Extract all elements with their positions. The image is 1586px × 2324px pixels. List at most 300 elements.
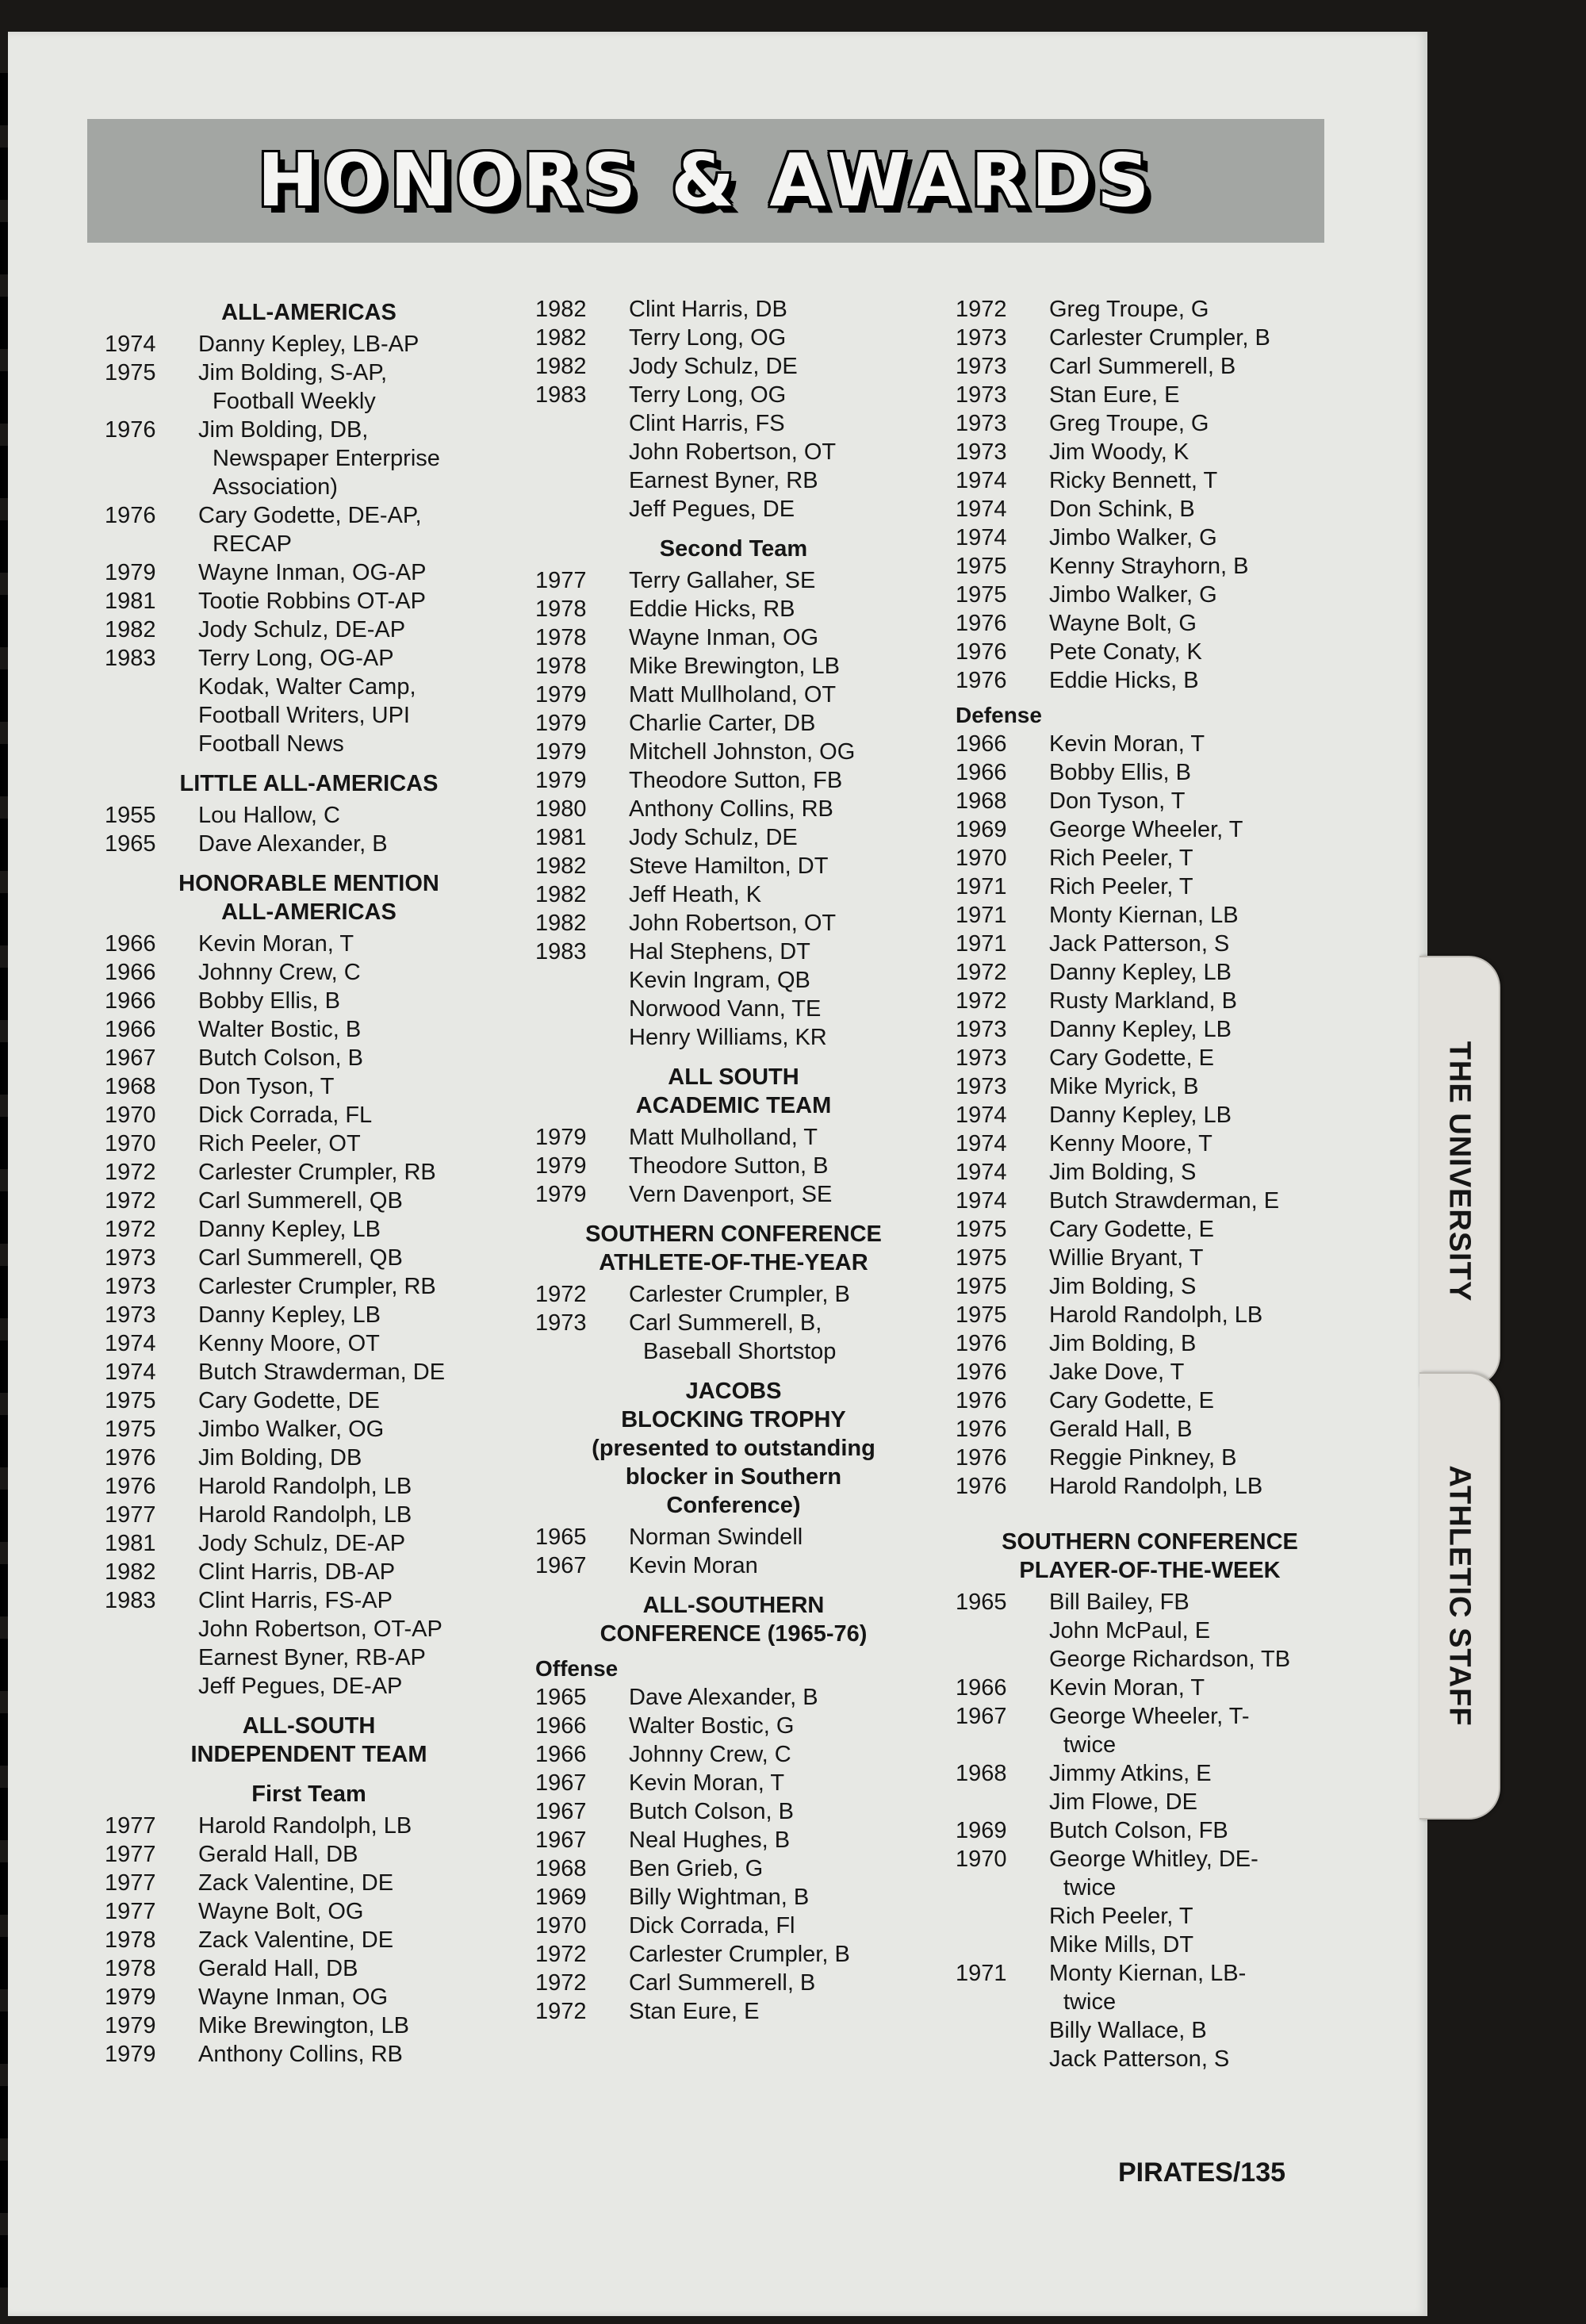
list-item (956, 844, 1344, 872)
section-title: Conference) (666, 1493, 801, 1518)
entry-year: 1976 (956, 1388, 1007, 1413)
entry-year: 1965 (105, 831, 156, 857)
entry-year: 1978 (105, 1956, 156, 1981)
entry-year: 1971 (956, 931, 1007, 957)
list-item (956, 1044, 1344, 1072)
section-title: PLAYER-OF-THE-WEEK (1019, 1558, 1281, 1583)
entry-name: Billy Wightman, B (629, 1885, 810, 1910)
list-item (956, 787, 1344, 815)
section-title: JACOBS (685, 1379, 782, 1404)
list-item (956, 1902, 1344, 1931)
entry-year: 1975 (956, 554, 1007, 579)
entry-name: Danny Kepley, LB-AP (198, 332, 419, 357)
list-item (535, 738, 932, 766)
list-item (956, 730, 1344, 758)
entry-name: Bobby Ellis, B (1049, 760, 1191, 785)
entry-name: Dave Alexander, B (629, 1685, 818, 1710)
entry-year: 1970 (956, 1847, 1007, 1872)
entry-name: Football Weekly (213, 389, 376, 414)
entry-year (956, 2045, 1049, 2073)
entry-name: Don Tyson, T (1049, 788, 1186, 814)
entry-name: Jeff Heath, K (629, 882, 762, 907)
list-item (535, 409, 932, 438)
entry-year (956, 1645, 1049, 1674)
entry-name: Neal Hughes, B (629, 1827, 791, 1853)
entry-year: 1972 (956, 988, 1007, 1014)
section-title: ALL-AMERICAS (221, 300, 396, 325)
entry-name: Carl Summerell, QB (198, 1245, 403, 1271)
entry-year: 1976 (956, 1474, 1007, 1499)
column-1 (105, 295, 513, 2069)
entry-name: Earnest Byner, RB (629, 468, 818, 493)
section-title: ATHLETE-OF-THE-YEAR (599, 1250, 868, 1275)
list-item (956, 638, 1344, 666)
entry-name: Eddie Hicks, RB (629, 596, 795, 622)
entry-year: 1969 (956, 817, 1007, 842)
list-item (956, 1616, 1344, 1645)
little-all-americas-list (105, 801, 513, 858)
entry-year: 1982 (535, 297, 587, 322)
entry-year (535, 1337, 629, 1366)
list-item (105, 473, 513, 501)
defense-label: Defense (956, 703, 1042, 727)
entry-year: 1976 (105, 417, 156, 443)
entry-year: 1976 (956, 1331, 1007, 1356)
entry-year: 1969 (535, 1885, 587, 1910)
entry-name: Carl Summerell, B (629, 1970, 816, 1996)
list-item (105, 616, 513, 644)
entry-name: Carl Summerell, B (1049, 354, 1236, 379)
entry-year: 1971 (956, 903, 1007, 928)
entry-year (535, 966, 629, 995)
list-item (535, 324, 932, 352)
page-title: HONORS & AWARDS (257, 138, 1155, 223)
index-tabs (1419, 32, 1586, 2316)
subsection-title: Second Team (659, 536, 808, 562)
entry-name: Greg Troupe, G (1049, 297, 1209, 322)
entry-name: Wayne Inman, OG-AP (198, 560, 427, 585)
tab-athletic-staff[interactable] (1419, 1372, 1500, 1820)
list-item (956, 1301, 1344, 1329)
entry-year: 1973 (105, 1302, 156, 1328)
list-item (105, 1643, 513, 1672)
academic-team-list (535, 1123, 932, 1209)
entry-year: 1970 (956, 846, 1007, 871)
list-item (956, 552, 1344, 581)
entry-name: Jim Bolding, B (1049, 1331, 1197, 1356)
list-item (956, 1329, 1344, 1358)
list-item (956, 1588, 1344, 1616)
entry-name: Walter Bostic, B (198, 1017, 362, 1042)
list-item (535, 1740, 932, 1769)
entry-name: RECAP (213, 531, 292, 557)
entry-year: 1965 (535, 1524, 587, 1550)
list-item (956, 324, 1344, 352)
list-item (105, 1501, 513, 1529)
entry-name: Cary Godette, DE (198, 1388, 380, 1413)
entry-name: Theodore Sutton, FB (629, 768, 843, 793)
entry-name: Danny Kepley, LB (1049, 1103, 1232, 1128)
list-item (535, 1712, 932, 1740)
entry-year: 1973 (535, 1310, 587, 1336)
list-item (956, 815, 1344, 844)
entry-year: 1966 (105, 988, 156, 1014)
entry-name: Anthony Collins, RB (198, 2042, 403, 2067)
section-title: INDEPENDENT TEAM (190, 1742, 427, 1767)
entry-year (535, 1023, 629, 1052)
list-item (956, 1873, 1344, 1902)
entry-name: Ricky Bennett, T (1049, 468, 1218, 493)
entry-name: Earnest Byner, RB-AP (198, 1645, 426, 1670)
section-title: ALL-AMERICAS (221, 899, 396, 925)
entry-name: Butch Strawderman, E (1049, 1188, 1280, 1214)
entry-name: Matt Mulholland, T (629, 1125, 818, 1150)
entry-year: 1974 (105, 1331, 156, 1356)
entry-name: Billy Wallace, B (1049, 2018, 1207, 2043)
entry-year: 1965 (956, 1590, 1007, 1615)
entry-name: Jimbo Walker, G (1049, 582, 1217, 608)
list-item (956, 1358, 1344, 1386)
entry-year: 1972 (105, 1217, 156, 1242)
list-item (956, 523, 1344, 552)
entry-year (956, 1988, 1049, 2016)
list-item (956, 987, 1344, 1015)
list-item (956, 1444, 1344, 1472)
entry-name: Clint Harris, DB (629, 297, 787, 322)
entry-name: Wayne Bolt, G (1049, 611, 1197, 636)
list-item (956, 1645, 1344, 1674)
entry-year: 1979 (105, 2013, 156, 2038)
entry-name: Rusty Markland, B (1049, 988, 1237, 1014)
entry-name: Steve Hamilton, DT (629, 853, 829, 879)
list-item (956, 295, 1344, 324)
entry-name: Kevin Ingram, QB (629, 968, 810, 993)
list-item (535, 681, 932, 709)
list-item (105, 2040, 513, 2069)
list-item (956, 1731, 1344, 1759)
entry-name: Jack Patterson, S (1049, 931, 1230, 957)
entry-name: Clint Harris, FS (629, 411, 785, 436)
entry-name: Monty Kiernan, LB (1049, 903, 1239, 928)
list-item (105, 1472, 513, 1501)
entry-name: Wayne Inman, OG (198, 1985, 389, 2010)
entry-year (956, 2016, 1049, 2045)
entry-year: 1975 (956, 1302, 1007, 1328)
entry-year: 1976 (956, 611, 1007, 636)
list-item (956, 758, 1344, 787)
entry-name: Mitchell Johnston, OG (629, 739, 856, 765)
entry-name: Gerald Hall, DB (198, 1842, 358, 1867)
entry-name: Anthony Collins, RB (629, 796, 833, 822)
entry-year: 1972 (535, 1282, 587, 1307)
list-item (535, 1940, 932, 1969)
list-item (535, 466, 932, 495)
entry-year: 1979 (105, 1985, 156, 2010)
player-of-week-list (956, 1588, 1344, 2073)
list-item (956, 1845, 1344, 1873)
entry-year: 1972 (105, 1188, 156, 1214)
entry-year: 1966 (535, 1742, 587, 1767)
list-item (956, 2016, 1344, 2045)
entry-year (105, 387, 198, 416)
list-item (535, 1309, 932, 1337)
list-item (956, 1015, 1344, 1044)
entry-year (535, 995, 629, 1023)
list-item (535, 1854, 932, 1883)
section-title: CONFERENCE (1965-76) (600, 1621, 868, 1647)
entry-name: Charlie Carter, DB (629, 711, 816, 736)
entry-year: 1972 (956, 297, 1007, 322)
entry-name: Carlester Crumpler, B (629, 1942, 850, 1967)
entry-year: 1977 (105, 1813, 156, 1839)
list-item (535, 938, 932, 966)
entry-year: 1969 (956, 1818, 1007, 1843)
all-americas-list (105, 330, 513, 758)
entry-year: 1967 (535, 1770, 587, 1796)
entry-year: 1971 (956, 1961, 1007, 1986)
list-item (956, 1816, 1344, 1845)
entry-year (535, 495, 629, 523)
entry-year (105, 701, 198, 730)
list-item (956, 1072, 1344, 1101)
entry-name: Johnny Crew, C (198, 960, 361, 985)
entry-year: 1976 (956, 1445, 1007, 1471)
entry-year: 1979 (535, 1153, 587, 1179)
entry-year: 1966 (105, 1017, 156, 1042)
entry-name: Cary Godette, DE-AP, (198, 503, 422, 528)
section-title: (presented to outstanding (592, 1436, 875, 1461)
entry-name: Cary Godette, E (1049, 1217, 1214, 1242)
entry-year: 1968 (956, 788, 1007, 814)
list-item (105, 1386, 513, 1415)
list-item (105, 359, 513, 387)
list-item (535, 623, 932, 652)
list-item (105, 1358, 513, 1386)
entry-year: 1974 (105, 1360, 156, 1385)
entry-name: Rich Peeler, T (1049, 874, 1193, 899)
list-item (105, 958, 513, 987)
list-item (105, 1926, 513, 1954)
entry-year: 1977 (105, 1899, 156, 1924)
list-item (535, 352, 932, 381)
entry-name: Jack Patterson, S (1049, 2046, 1230, 2072)
list-item (105, 530, 513, 558)
section-title: HONORABLE MENTION (178, 871, 439, 896)
entry-year: 1967 (535, 1799, 587, 1824)
entry-name: Danny Kepley, LB (1049, 1017, 1232, 1042)
entry-year: 1971 (956, 874, 1007, 899)
list-item (105, 1897, 513, 1926)
list-item (535, 1797, 932, 1826)
entry-year: 1976 (956, 668, 1007, 693)
entry-year: 1975 (956, 1274, 1007, 1299)
entry-name: Gerald Hall, DB (198, 1956, 358, 1981)
entry-year: 1974 (105, 332, 156, 357)
list-item (105, 1983, 513, 2011)
list-item (956, 1702, 1344, 1731)
section-title: ALL SOUTH (668, 1064, 799, 1090)
entry-name: Eddie Hicks, B (1049, 668, 1199, 693)
entry-year (105, 1643, 198, 1672)
list-item (956, 930, 1344, 958)
entry-name: Danny Kepley, LB (198, 1217, 381, 1242)
entry-year: 1978 (105, 1927, 156, 1953)
entry-name: George Whitley, DE- (1049, 1847, 1258, 1872)
list-item (105, 1558, 513, 1586)
entry-year: 1976 (956, 1417, 1007, 1442)
subsection-title: First Team (251, 1781, 366, 1807)
entry-year: 1974 (956, 1131, 1007, 1156)
list-item (956, 1415, 1344, 1444)
list-item (105, 830, 513, 858)
entry-year: 1983 (535, 939, 587, 964)
entry-name: Jake Dove, T (1049, 1360, 1185, 1385)
list-item (105, 1954, 513, 1983)
entry-year: 1974 (956, 1188, 1007, 1214)
entry-name: Danny Kepley, LB (1049, 960, 1232, 985)
entry-year (535, 438, 629, 466)
entry-name: Wayne Bolt, OG (198, 1899, 364, 1924)
entry-year: 1972 (105, 1160, 156, 1185)
entry-name: Football Writers, UPI (198, 703, 410, 728)
entry-name: Norman Swindell (629, 1524, 803, 1550)
list-item (105, 1101, 513, 1129)
column-3 (956, 295, 1344, 2073)
entry-year: 1981 (535, 825, 587, 850)
entry-name: George Wheeler, T- (1049, 1704, 1250, 1729)
entry-year: 1979 (535, 1182, 587, 1207)
list-item (535, 880, 932, 909)
section-title: SOUTHERN CONFERENCE (585, 1221, 882, 1247)
entry-year (535, 409, 629, 438)
entry-year: 1974 (956, 1160, 1007, 1185)
entry-year: 1975 (105, 1388, 156, 1413)
entry-year (956, 1616, 1049, 1645)
list-item (956, 466, 1344, 495)
list-item (105, 1244, 513, 1272)
entry-year: 1972 (535, 1942, 587, 1967)
entry-year: 1973 (956, 1017, 1007, 1042)
entry-year: 1973 (105, 1274, 156, 1299)
list-item (956, 1101, 1344, 1129)
list-item (535, 595, 932, 623)
list-item (535, 823, 932, 852)
entry-name: Terry Long, OG-AP (198, 646, 394, 671)
entry-name: Zack Valentine, DE (198, 1927, 394, 1953)
entry-name: Wayne Inman, OG (629, 625, 819, 650)
section-title: blocker in Southern (625, 1464, 842, 1490)
entry-year: 1974 (956, 468, 1007, 493)
entry-year: 1973 (956, 1045, 1007, 1071)
entry-name: Norwood Vann, TE (629, 996, 822, 1022)
list-item (535, 381, 932, 409)
entry-name: Kenny Moore, T (1049, 1131, 1212, 1156)
entry-name: Cary Godette, E (1049, 1388, 1214, 1413)
entry-year (105, 530, 198, 558)
list-item (105, 1329, 513, 1358)
entry-year: 1973 (956, 325, 1007, 351)
list-item (105, 801, 513, 830)
entry-name: John McPaul, E (1049, 1618, 1211, 1643)
list-item (105, 1840, 513, 1869)
section-title: SOUTHERN CONFERENCE (1002, 1529, 1298, 1555)
list-item (535, 566, 932, 595)
entry-name: Kevin Moran, T (629, 1770, 785, 1796)
list-item (535, 852, 932, 880)
entry-name: Harold Randolph, LB (198, 1502, 412, 1528)
entry-name: Football News (198, 731, 344, 757)
entry-year: 1975 (956, 582, 1007, 608)
entry-name: Harold Randolph, LB (198, 1813, 412, 1839)
entry-year (956, 1731, 1049, 1759)
entry-year (105, 730, 198, 758)
list-item (535, 709, 932, 738)
entry-year (105, 444, 198, 473)
entry-year: 1983 (105, 1588, 156, 1613)
list-item (105, 1869, 513, 1897)
entry-year: 1982 (535, 882, 587, 907)
list-item (956, 958, 1344, 987)
entry-name: Mike Myrick, B (1049, 1074, 1199, 1099)
entry-name: Kenny Strayhorn, B (1049, 554, 1249, 579)
entry-year: 1966 (956, 760, 1007, 785)
list-item (535, 1123, 932, 1152)
entry-year: 1983 (105, 646, 156, 671)
list-item (535, 1337, 932, 1366)
entry-year: 1974 (956, 1103, 1007, 1128)
entry-name: Jimmy Atkins, E (1049, 1761, 1212, 1786)
entry-year: 1977 (105, 1842, 156, 1867)
list-item (105, 1586, 513, 1615)
entry-name: Theodore Sutton, B (629, 1153, 829, 1179)
entry-name: Stan Eure, E (629, 1999, 760, 2024)
list-item (105, 1301, 513, 1329)
entry-name: Jeff Pegues, DE (629, 497, 795, 522)
list-item (956, 1129, 1344, 1158)
entry-year: 1966 (105, 960, 156, 985)
entry-name: Kevin Moran, T (1049, 731, 1205, 757)
page-number: PIRATES/135 (1118, 2157, 1286, 2188)
list-item (956, 409, 1344, 438)
entry-name: Butch Colson, B (629, 1799, 794, 1824)
entry-name: Carl Summerell, QB (198, 1188, 403, 1214)
entry-year: 1970 (105, 1131, 156, 1156)
entry-name: twice (1063, 1875, 1117, 1900)
tab-the-university[interactable] (1419, 956, 1500, 1387)
list-item (535, 295, 932, 324)
entry-name: Jim Bolding, DB, (198, 417, 369, 443)
jacobs-trophy-list (535, 1523, 932, 1580)
list-item (956, 1759, 1344, 1788)
entry-name: Rich Peeler, OT (198, 1131, 361, 1156)
entry-year: 1982 (105, 617, 156, 642)
entry-name: Kevin Moran, T (1049, 1675, 1205, 1701)
list-item (956, 381, 1344, 409)
list-item (956, 1674, 1344, 1702)
list-item (956, 666, 1344, 695)
list-item (105, 387, 513, 416)
entry-year: 1981 (105, 589, 156, 614)
entry-name: Walter Bostic, G (629, 1713, 795, 1739)
list-item (105, 1672, 513, 1701)
list-item (535, 1280, 932, 1309)
list-item (535, 1180, 932, 1209)
list-item (105, 501, 513, 530)
entry-name: Henry Williams, KR (629, 1025, 827, 1050)
entry-name: Lou Hallow, C (198, 803, 340, 828)
entry-year (956, 1873, 1049, 1902)
list-item (956, 1931, 1344, 1959)
